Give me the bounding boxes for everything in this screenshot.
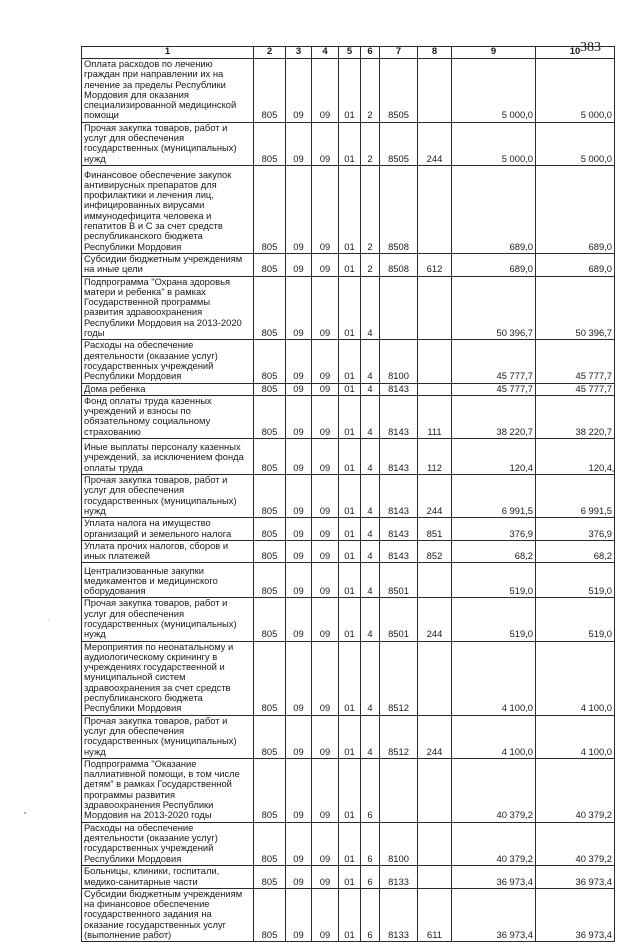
section-code-cell: 09 <box>286 395 312 438</box>
scan-speck <box>48 620 49 621</box>
program-code-cell: 01 <box>339 598 361 641</box>
amount-cell: 689,0 <box>452 165 536 253</box>
subprogram-code-cell: 6 <box>361 822 380 865</box>
item-code-cell: 8143 <box>380 395 418 438</box>
row-name-cell: Уплата налога на имущество организаций и земельного налога <box>82 518 254 541</box>
row-name-cell: Расходы на обеспечение деятельности (оказание услуг) государственных учреждений Республики Мордовия <box>82 822 254 865</box>
item-code-cell: 8143 <box>380 475 418 518</box>
item-code-cell: 8505 <box>380 59 418 123</box>
column-header: 3 <box>286 47 312 59</box>
row-name-cell: Оплата расходов по лечению граждан при направлении их на лечение за пределы Республики Мордовия для оказания специализированной медицинской помощи <box>82 59 254 123</box>
row-name-cell: Субсидии бюджетным учреждениям на иные цели <box>82 253 254 276</box>
expense-type-cell: 611 <box>418 888 452 941</box>
section-code-cell: 09 <box>286 340 312 383</box>
item-code-cell: 8512 <box>380 641 418 715</box>
amount-total-cell: 50 396,7 <box>536 276 615 340</box>
expense-type-cell: 852 <box>418 540 452 563</box>
expense-type-cell: 244 <box>418 122 452 165</box>
program-code-cell: 01 <box>339 563 361 598</box>
subsection-code-cell: 09 <box>312 598 339 641</box>
expense-type-cell: 851 <box>418 518 452 541</box>
item-code-cell: 8133 <box>380 865 418 888</box>
department-code-cell: 805 <box>254 253 286 276</box>
table-row <box>82 340 615 383</box>
amount-total-cell: 45 777,7 <box>536 340 615 383</box>
amount-cell: 689,0 <box>452 253 536 276</box>
item-code-cell: 8143 <box>380 383 418 395</box>
table-row <box>82 758 615 822</box>
table-row <box>82 395 615 438</box>
amount-cell: 45 777,7 <box>452 383 536 395</box>
amount-total-cell: 376,9 <box>536 518 615 541</box>
amount-cell: 5 000,0 <box>452 59 536 123</box>
program-code-cell: 01 <box>339 383 361 395</box>
expense-type-cell: 111 <box>418 395 452 438</box>
item-code-cell: 8100 <box>380 822 418 865</box>
amount-total-cell: 689,0 <box>536 165 615 253</box>
row-name-cell: Больницы, клиники, госпитали, медико-санитарные части <box>82 865 254 888</box>
table-header-row <box>82 47 615 59</box>
table-row <box>82 518 615 541</box>
department-code-cell: 805 <box>254 715 286 758</box>
column-header: 8 <box>418 47 452 59</box>
department-code-cell: 805 <box>254 540 286 563</box>
row-name-cell: Подпрограмма "Оказание паллиативной помощи, в том числе детям" в рамках Государственной программы развития здравоохранения Республики Мордовия на 2013-2020 годы <box>82 758 254 822</box>
column-header: 5 <box>339 47 361 59</box>
subsection-code-cell: 09 <box>312 276 339 340</box>
department-code-cell: 805 <box>254 758 286 822</box>
amount-cell: 376,9 <box>452 518 536 541</box>
column-header: 9 <box>452 47 536 59</box>
subprogram-code-cell: 4 <box>361 715 380 758</box>
subsection-code-cell: 09 <box>312 715 339 758</box>
row-name-cell: Иные выплаты персоналу казенных учреждений, за исключением фонда оплаты труда <box>82 439 254 475</box>
subsection-code-cell: 09 <box>312 518 339 541</box>
amount-cell: 45 777,7 <box>452 340 536 383</box>
subprogram-code-cell: 4 <box>361 641 380 715</box>
expense-type-cell <box>418 865 452 888</box>
program-code-cell: 01 <box>339 439 361 475</box>
subsection-code-cell: 09 <box>312 383 339 395</box>
section-code-cell: 09 <box>286 888 312 941</box>
expense-type-cell <box>418 822 452 865</box>
subprogram-code-cell: 2 <box>361 122 380 165</box>
subsection-code-cell: 09 <box>312 641 339 715</box>
department-code-cell: 805 <box>254 59 286 123</box>
subsection-code-cell: 09 <box>312 563 339 598</box>
program-code-cell: 01 <box>339 276 361 340</box>
program-code-cell: 01 <box>339 540 361 563</box>
table-row <box>82 888 615 941</box>
section-code-cell: 09 <box>286 715 312 758</box>
subprogram-code-cell: 6 <box>361 758 380 822</box>
subsection-code-cell: 09 <box>312 340 339 383</box>
subprogram-code-cell: 4 <box>361 276 380 340</box>
row-name-cell: Прочая закупка товаров, работ и услуг для обеспечения государственных (муниципальных) нужд <box>82 715 254 758</box>
scan-speck <box>24 812 26 814</box>
program-code-cell: 01 <box>339 518 361 541</box>
table-row <box>82 122 615 165</box>
subsection-code-cell: 09 <box>312 822 339 865</box>
amount-total-cell: 45 777,7 <box>536 383 615 395</box>
amount-total-cell: 4 100,0 <box>536 641 615 715</box>
table-row <box>82 475 615 518</box>
row-name-cell: Уплата прочих налогов, сборов и иных платежей <box>82 540 254 563</box>
section-code-cell: 09 <box>286 383 312 395</box>
department-code-cell: 805 <box>254 276 286 340</box>
program-code-cell: 01 <box>339 253 361 276</box>
department-code-cell: 805 <box>254 383 286 395</box>
department-code-cell: 805 <box>254 165 286 253</box>
item-code-cell: 8143 <box>380 540 418 563</box>
amount-total-cell: 120,4 <box>536 439 615 475</box>
table-row <box>82 715 615 758</box>
program-code-cell: 01 <box>339 888 361 941</box>
amount-total-cell: 68,2 <box>536 540 615 563</box>
program-code-cell: 01 <box>339 715 361 758</box>
item-code-cell: 8143 <box>380 518 418 541</box>
subsection-code-cell: 09 <box>312 59 339 123</box>
section-code-cell: 09 <box>286 253 312 276</box>
section-code-cell: 09 <box>286 822 312 865</box>
amount-cell: 519,0 <box>452 598 536 641</box>
section-code-cell: 09 <box>286 540 312 563</box>
section-code-cell: 09 <box>286 598 312 641</box>
item-code-cell: 8100 <box>380 340 418 383</box>
item-code-cell: 8143 <box>380 439 418 475</box>
section-code-cell: 09 <box>286 122 312 165</box>
amount-total-cell: 4 100,0 <box>536 715 615 758</box>
subprogram-code-cell: 2 <box>361 253 380 276</box>
budget-table <box>81 46 615 942</box>
program-code-cell: 01 <box>339 822 361 865</box>
row-name-cell: Мероприятия по неонатальному и аудиологическому скринингу в учреждениях государственной и муниципальной систем здравоохранения за счет средств республиканского бюджета Республики Мордовия <box>82 641 254 715</box>
program-code-cell: 01 <box>339 865 361 888</box>
amount-total-cell: 689,0 <box>536 253 615 276</box>
expense-type-cell <box>418 563 452 598</box>
amount-total-cell: 36 973,4 <box>536 888 615 941</box>
table-row <box>82 563 615 598</box>
table-row <box>82 165 615 253</box>
amount-total-cell: 5 000,0 <box>536 59 615 123</box>
item-code-cell: 8501 <box>380 563 418 598</box>
expense-type-cell: 244 <box>418 715 452 758</box>
department-code-cell: 805 <box>254 563 286 598</box>
section-code-cell: 09 <box>286 165 312 253</box>
amount-cell: 4 100,0 <box>452 641 536 715</box>
subsection-code-cell: 09 <box>312 758 339 822</box>
amount-total-cell: 40 379,2 <box>536 822 615 865</box>
section-code-cell: 09 <box>286 563 312 598</box>
amount-total-cell: 36 973,4 <box>536 865 615 888</box>
subprogram-code-cell: 2 <box>361 165 380 253</box>
item-code-cell: 8501 <box>380 598 418 641</box>
subprogram-code-cell: 6 <box>361 865 380 888</box>
table-row <box>82 822 615 865</box>
subsection-code-cell: 09 <box>312 395 339 438</box>
section-code-cell: 09 <box>286 276 312 340</box>
amount-cell: 68,2 <box>452 540 536 563</box>
subsection-code-cell: 09 <box>312 475 339 518</box>
column-header: 4 <box>312 47 339 59</box>
section-code-cell: 09 <box>286 641 312 715</box>
page-number: 383 <box>580 40 601 55</box>
department-code-cell: 805 <box>254 439 286 475</box>
amount-total-cell: 519,0 <box>536 563 615 598</box>
subprogram-code-cell: 2 <box>361 59 380 123</box>
amount-cell: 36 973,4 <box>452 865 536 888</box>
program-code-cell: 01 <box>339 475 361 518</box>
program-code-cell: 01 <box>339 122 361 165</box>
row-name-cell: Централизованные закупки медикаментов и медицинского оборудования <box>82 563 254 598</box>
program-code-cell: 01 <box>339 165 361 253</box>
column-header: 1 <box>82 47 254 59</box>
subprogram-code-cell: 4 <box>361 340 380 383</box>
item-code-cell: 8512 <box>380 715 418 758</box>
amount-total-cell: 40 379,2 <box>536 758 615 822</box>
subsection-code-cell: 09 <box>312 439 339 475</box>
amount-cell: 120,4 <box>452 439 536 475</box>
subprogram-code-cell: 4 <box>361 475 380 518</box>
department-code-cell: 805 <box>254 598 286 641</box>
table-row <box>82 865 615 888</box>
expense-type-cell <box>418 276 452 340</box>
item-code-cell: 8508 <box>380 165 418 253</box>
table-row <box>82 59 615 123</box>
program-code-cell: 01 <box>339 758 361 822</box>
expense-type-cell <box>418 340 452 383</box>
amount-cell: 36 973,4 <box>452 888 536 941</box>
program-code-cell: 01 <box>339 59 361 123</box>
subprogram-code-cell: 4 <box>361 395 380 438</box>
table-row <box>82 383 615 395</box>
column-header: 7 <box>380 47 418 59</box>
department-code-cell: 805 <box>254 340 286 383</box>
expense-type-cell: 244 <box>418 598 452 641</box>
amount-total-cell: 5 000,0 <box>536 122 615 165</box>
column-header: 2 <box>254 47 286 59</box>
expense-type-cell <box>418 165 452 253</box>
program-code-cell: 01 <box>339 641 361 715</box>
row-name-cell: Подпрограмма "Охрана здоровья матери и ребенка" в рамках Государственной программы развития здравоохранения Республики Мордовия на 2013-2020 годы <box>82 276 254 340</box>
program-code-cell: 01 <box>339 395 361 438</box>
table-row <box>82 540 615 563</box>
amount-cell: 519,0 <box>452 563 536 598</box>
department-code-cell: 805 <box>254 822 286 865</box>
department-code-cell: 805 <box>254 475 286 518</box>
table-row <box>82 439 615 475</box>
table-row <box>82 276 615 340</box>
expense-type-cell <box>418 641 452 715</box>
amount-cell: 40 379,2 <box>452 758 536 822</box>
department-code-cell: 805 <box>254 395 286 438</box>
expense-type-cell: 112 <box>418 439 452 475</box>
column-header: 10 <box>536 47 615 59</box>
department-code-cell: 805 <box>254 122 286 165</box>
table-row <box>82 598 615 641</box>
expense-type-cell: 612 <box>418 253 452 276</box>
amount-total-cell: 38 220,7 <box>536 395 615 438</box>
subsection-code-cell: 09 <box>312 165 339 253</box>
subprogram-code-cell: 4 <box>361 540 380 563</box>
item-code-cell <box>380 758 418 822</box>
subsection-code-cell: 09 <box>312 122 339 165</box>
department-code-cell: 805 <box>254 865 286 888</box>
row-name-cell: Прочая закупка товаров, работ и услуг для обеспечения государственных (муниципальных) нужд <box>82 475 254 518</box>
row-name-cell: Прочая закупка товаров, работ и услуг для обеспечения государственных (муниципальных) нужд <box>82 122 254 165</box>
subprogram-code-cell: 4 <box>361 518 380 541</box>
row-name-cell: Дома ребенка <box>82 383 254 395</box>
amount-cell: 4 100,0 <box>452 715 536 758</box>
amount-cell: 38 220,7 <box>452 395 536 438</box>
amount-cell: 6 991,5 <box>452 475 536 518</box>
subsection-code-cell: 09 <box>312 865 339 888</box>
subprogram-code-cell: 4 <box>361 563 380 598</box>
item-code-cell <box>380 276 418 340</box>
section-code-cell: 09 <box>286 518 312 541</box>
table-row <box>82 253 615 276</box>
amount-total-cell: 519,0 <box>536 598 615 641</box>
expense-type-cell <box>418 758 452 822</box>
table-body <box>82 59 615 942</box>
expense-type-cell <box>418 59 452 123</box>
department-code-cell: 805 <box>254 518 286 541</box>
row-name-cell: Финансовое обеспечение закупок антивирусных препаратов для профилактики и лечения лиц, инфицированных вирусами иммунодефицита человека и гепатитов В и С за счет средств республиканского бюджета Республики Мордовия <box>82 165 254 253</box>
row-name-cell: Расходы на обеспечение деятельности (оказание услуг) государственных учреждений Республики Мордовия <box>82 340 254 383</box>
amount-cell: 5 000,0 <box>452 122 536 165</box>
amount-total-cell: 6 991,5 <box>536 475 615 518</box>
program-code-cell: 01 <box>339 340 361 383</box>
expense-type-cell: 244 <box>418 475 452 518</box>
amount-cell: 50 396,7 <box>452 276 536 340</box>
scan-speck <box>612 470 614 472</box>
row-name-cell: Субсидии бюджетным учреждениям на финансовое обеспечение государственного задания на оказание государственных услуг (выполнение работ) <box>82 888 254 941</box>
column-header: 6 <box>361 47 380 59</box>
subsection-code-cell: 09 <box>312 253 339 276</box>
table-row <box>82 641 615 715</box>
section-code-cell: 09 <box>286 758 312 822</box>
section-code-cell: 09 <box>286 439 312 475</box>
section-code-cell: 09 <box>286 865 312 888</box>
section-code-cell: 09 <box>286 475 312 518</box>
item-code-cell: 8508 <box>380 253 418 276</box>
item-code-cell: 8133 <box>380 888 418 941</box>
row-name-cell: Прочая закупка товаров, работ и услуг для обеспечения государственных (муниципальных) нужд <box>82 598 254 641</box>
department-code-cell: 805 <box>254 888 286 941</box>
subsection-code-cell: 09 <box>312 888 339 941</box>
row-name-cell: Фонд оплаты труда казенных учреждений и взносы по обязательному социальному страхованию <box>82 395 254 438</box>
subprogram-code-cell: 4 <box>361 439 380 475</box>
subprogram-code-cell: 6 <box>361 888 380 941</box>
item-code-cell: 8505 <box>380 122 418 165</box>
subsection-code-cell: 09 <box>312 540 339 563</box>
subprogram-code-cell: 4 <box>361 598 380 641</box>
department-code-cell: 805 <box>254 641 286 715</box>
section-code-cell: 09 <box>286 59 312 123</box>
expense-type-cell <box>418 383 452 395</box>
subprogram-code-cell: 4 <box>361 383 380 395</box>
amount-cell: 40 379,2 <box>452 822 536 865</box>
